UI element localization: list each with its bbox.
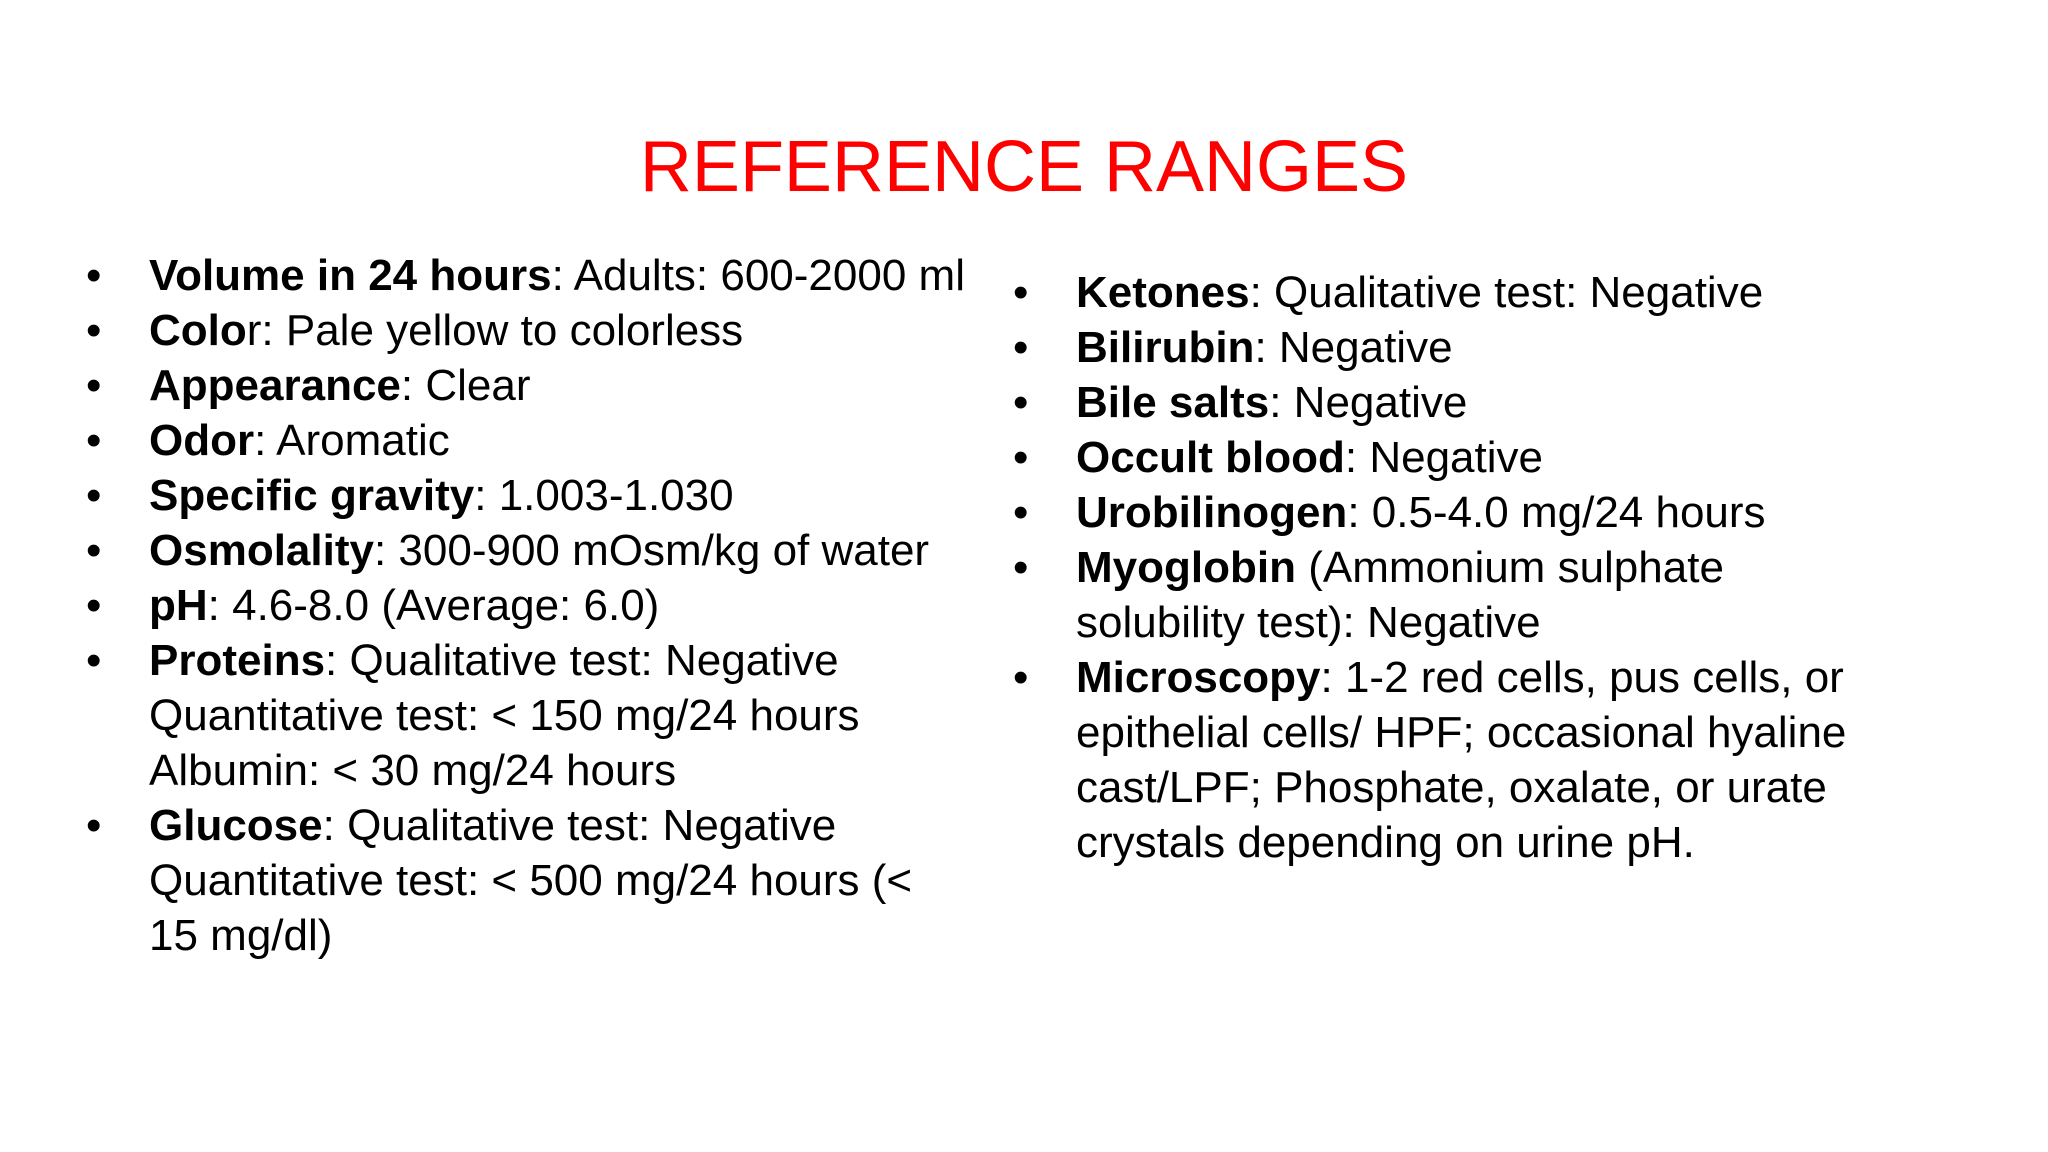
- list-item-microscopy: [1013, 650, 1873, 870]
- list-item-appearance: [86, 358, 966, 413]
- bullet-icon: •: [1013, 323, 1029, 372]
- item-term: Odor: [149, 416, 255, 465]
- item-term: Urobilinogen: [1076, 488, 1348, 537]
- bullet-icon: •: [86, 471, 102, 520]
- item-first-line: [149, 798, 966, 853]
- item-value: : 1-2 red cells, pus cells, or epithelial cells/ HPF; occasional hyaline cast/LPF; Phosphate, oxalate, or urate crystals depending on urine pH.: [1076, 653, 1847, 867]
- bullet-icon: •: [86, 416, 102, 465]
- list-item-proteins: [86, 633, 966, 798]
- item-value: : 0.5-4.0 mg/24 hours: [1347, 488, 1766, 537]
- list-item-color: [86, 303, 966, 358]
- list-item-osmolality: [86, 523, 966, 578]
- item-text: [1076, 430, 1873, 485]
- item-extra-line: Quantitative test: < 500 mg/24 hours (< 15 mg/dl): [149, 856, 913, 960]
- item-term: Occult blood: [1076, 433, 1345, 482]
- list-item-glucose: [86, 798, 966, 963]
- item-text: [149, 523, 966, 578]
- list-item-volume: [86, 248, 966, 303]
- list-item-urobilinogen: [1013, 485, 1873, 540]
- item-term: Volume in 24 hours: [149, 251, 552, 300]
- bullet-icon: •: [1013, 433, 1029, 482]
- item-value: : Negative: [1344, 433, 1543, 482]
- item-text: [149, 578, 966, 633]
- list-item-bile-salts: [1013, 375, 1873, 430]
- bullet-icon: •: [86, 581, 102, 630]
- right-bullet-list: [1013, 265, 1873, 870]
- slide-title: REFERENCE RANGES: [639, 127, 1409, 207]
- bullet-icon: •: [1013, 543, 1029, 592]
- item-term: pH: [149, 581, 208, 630]
- item-text: [1076, 485, 1873, 540]
- item-value: : Adults: 600-2000 ml: [551, 251, 965, 300]
- item-extra-line: Quantitative test: < 150 mg/24 hours: [149, 691, 860, 740]
- item-term: Microscopy: [1076, 653, 1321, 702]
- item-term: Colo: [149, 306, 247, 355]
- item-text: [149, 633, 966, 798]
- item-value: : Aromatic: [254, 416, 450, 465]
- list-item-odor: [86, 413, 966, 468]
- list-item-bilirubin: [1013, 320, 1873, 375]
- bullet-icon: •: [86, 526, 102, 575]
- left-bullet-list: [86, 248, 966, 963]
- item-term: Bilirubin: [1076, 323, 1255, 372]
- item-first-line: [149, 633, 966, 688]
- item-value: : 4.6-8.0 (Average: 6.0): [207, 581, 660, 630]
- item-text: [1076, 375, 1873, 430]
- bullet-icon: •: [1013, 268, 1029, 317]
- list-item-specific-gravity: [86, 468, 966, 523]
- bullet-icon: •: [1013, 378, 1029, 427]
- item-value: : Qualitative test: Negative: [325, 636, 839, 685]
- bullet-icon: •: [86, 361, 102, 410]
- item-text: [149, 413, 966, 468]
- bullet-icon: •: [86, 636, 102, 685]
- item-term: Glucose: [149, 801, 323, 850]
- item-term: Bile salts: [1076, 378, 1270, 427]
- bullet-icon: •: [1013, 488, 1029, 537]
- item-value: (Ammonium sulphate solubility test): Negative: [1076, 543, 1724, 647]
- bullet-icon: •: [86, 801, 102, 850]
- list-item-ph: [86, 578, 966, 633]
- item-value: : Negative: [1269, 378, 1468, 427]
- item-value: : 1.003-1.030: [474, 471, 734, 520]
- item-term: Osmolality: [149, 526, 374, 575]
- list-item-ketones: [1013, 265, 1873, 320]
- item-text: [149, 468, 966, 523]
- item-value: : Qualitative test: Negative: [1249, 268, 1764, 317]
- item-text: [1076, 650, 1873, 870]
- item-term: Myoglobin: [1076, 543, 1296, 592]
- item-value: : Clear: [400, 361, 531, 410]
- item-value: : Negative: [1254, 323, 1453, 372]
- item-text: [1076, 320, 1873, 375]
- bullet-icon: •: [86, 306, 102, 355]
- item-term: Specific gravity: [149, 471, 475, 520]
- item-term: Appearance: [149, 361, 401, 410]
- item-extra-line: Albumin: < 30 mg/24 hours: [149, 746, 677, 795]
- bullet-icon: •: [1013, 653, 1029, 702]
- item-text: [1076, 265, 1873, 320]
- item-term: Proteins: [149, 636, 326, 685]
- list-item-occult-blood: [1013, 430, 1873, 485]
- item-text: [149, 358, 966, 413]
- item-text: [1076, 540, 1873, 650]
- item-text: [149, 303, 966, 358]
- item-text: [149, 798, 966, 963]
- item-value: : Qualitative test: Negative: [322, 801, 837, 850]
- item-value: : 300-900 mOsm/kg of water: [373, 526, 930, 575]
- list-item-myoglobin: [1013, 540, 1873, 650]
- item-term: Ketones: [1076, 268, 1250, 317]
- item-value: r: Pale yellow to colorless: [246, 306, 744, 355]
- bullet-icon: •: [86, 251, 102, 300]
- item-text: [149, 248, 966, 303]
